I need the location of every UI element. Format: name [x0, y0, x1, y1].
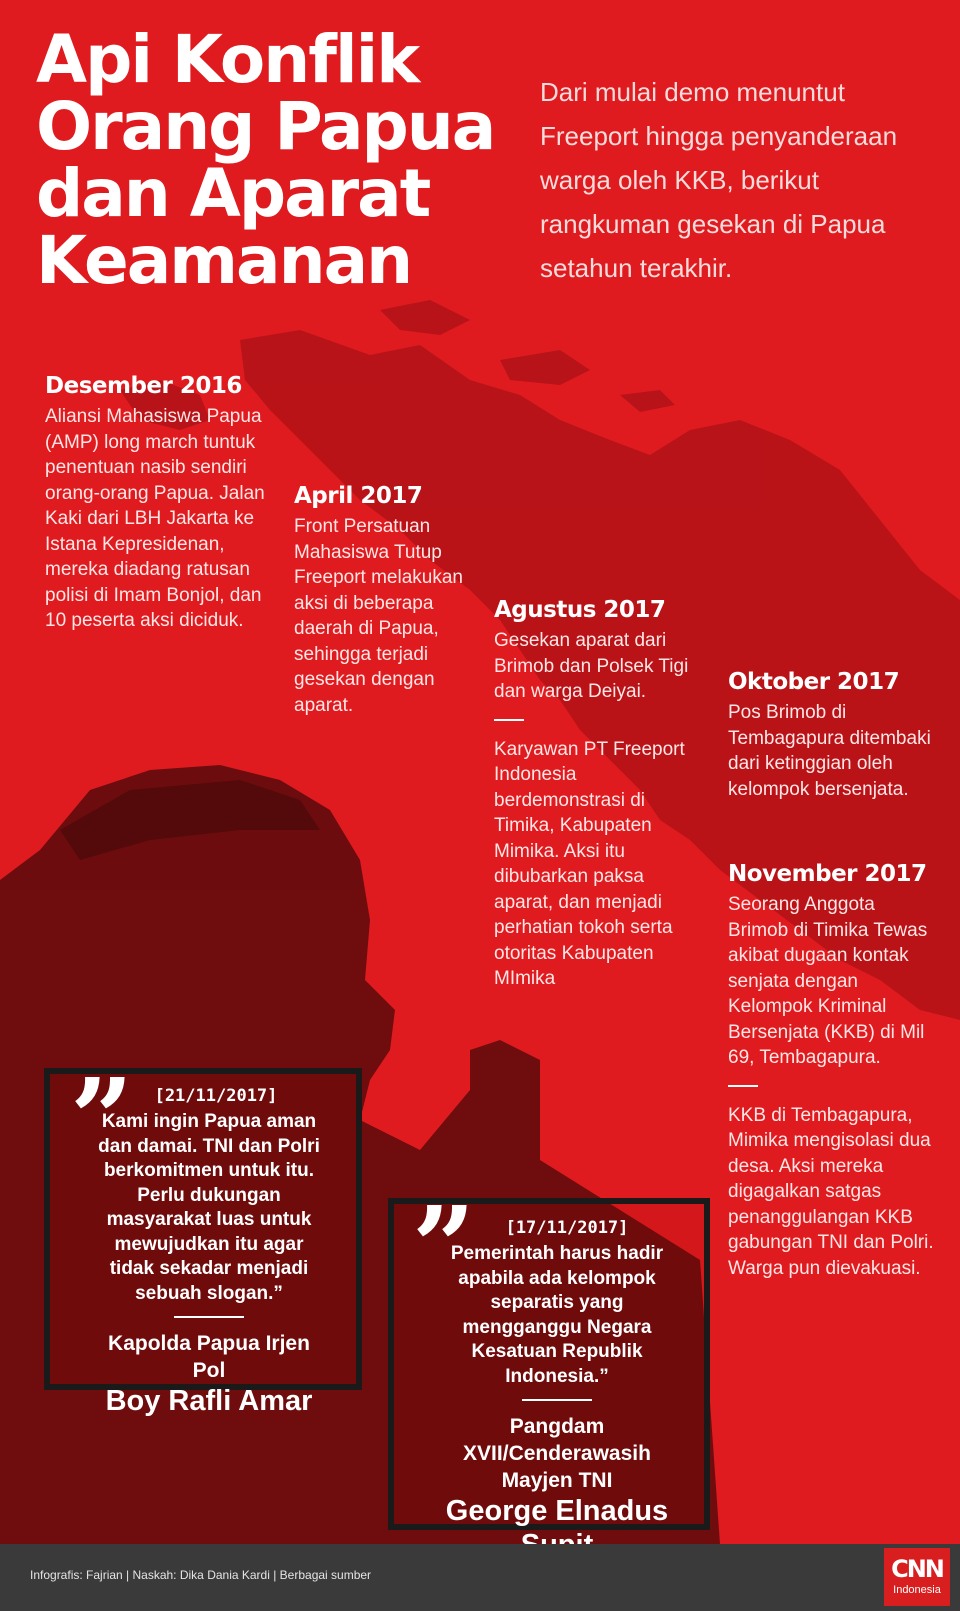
quote-role-2: Mayjen TNI — [501, 1469, 613, 1492]
quote-mark-icon: ” — [412, 1182, 476, 1311]
quote-date: [21/11/2017] — [154, 1086, 278, 1106]
logo-subtext: Indonesia — [893, 1584, 941, 1596]
event-agustus-2017 — [494, 596, 704, 992]
event-text: Pos Brimob di Tembagapura ditembaki dari ketinggian oleh kelompok bersenjata. — [728, 702, 931, 800]
event-text: Aliansi Mahasiswa Papua (AMP) long march tuntuk penentuan nasib sendiri orang-orang Papua. Jalan Kaki dari LBH Jakarta ke Istana Kepresidenan, mereka diadang ratusan polisi di Imam Bonjol, dan 10 peserta aksi diciduk. — [45, 406, 265, 631]
logo-text: CNN — [891, 1555, 943, 1583]
quote-mark-icon: ” — [70, 1054, 134, 1183]
event-text-2: Karyawan PT Freeport Indonesia berdemonstrasi di Timika, Kabupaten Mimika. Aksi itu dibubarkan paksa aparat, dan menjadi perhatian tokoh serta otoritas Kabupaten MImika — [494, 738, 685, 989]
page-title: Api Konflik Orang Papua dan Aparat Keamanan — [36, 21, 495, 299]
event-november-2017 — [728, 860, 940, 1281]
quote-role: Pangdam XVII/Cenderawasih — [463, 1415, 651, 1465]
intro-text: Dari mulai demo menuntut Freeport hingga penyanderaan warga oleh KKB, berikut rangkuman gesekan di Papua setahun terakhir. — [540, 77, 898, 283]
quote-card-pangdam — [388, 1182, 710, 1530]
event-date: Oktober 2017 — [728, 669, 900, 695]
quote-date: [17/11/2017] — [505, 1218, 629, 1238]
quote-role: Kapolda Papua Irjen Pol — [108, 1332, 310, 1382]
event-april-2017 — [294, 482, 474, 718]
event-date: April 2017 — [294, 483, 423, 509]
quote-name: Boy Rafli Amar — [105, 1385, 313, 1417]
footer — [0, 1544, 960, 1611]
quote-name: George Elnadus — [445, 1495, 669, 1527]
event-text: Seorang Anggota Brimob di Timika Tewas akibat dugaan kontak senjata dengan Kelompok Kriminal Bersenjata (KKB) di Mil 69, Tembagapura. — [728, 894, 928, 1068]
event-text-2: KKB di Tembagapura, Mimika mengisolasi dua desa. Aksi mereka digagalkan satgas penanggulangan KKB gabungan TNI dan Polri. Warga pun dievakuasi. — [728, 1104, 934, 1279]
event-date: Desember 2016 — [45, 373, 242, 399]
cnn-indonesia-logo — [884, 1548, 950, 1606]
quote-text: Pemerintah harus hadir apabila ada kelompok separatis yang mengganggu Negara Kesatuan Republik Indonesia.” — [450, 1243, 664, 1387]
divider — [494, 719, 524, 721]
divider — [728, 1085, 758, 1087]
quote-card-kapolda — [44, 1054, 362, 1417]
credits: Infografis: Fajrian | Naskah: Dika Dania Kardi | Berbagai sumber — [30, 1568, 372, 1582]
event-date: Agustus 2017 — [494, 597, 666, 623]
quote-divider — [522, 1399, 592, 1401]
quote-divider — [174, 1316, 244, 1318]
event-text: Front Persatuan Mahasiswa Tutup Freeport melakukan aksi di beberapa daerah di Papua, sehingga terjadi gesekan dengan aparat. — [294, 516, 463, 716]
event-desember-2016 — [45, 372, 270, 634]
quote-text: Kami ingin Papua aman dan damai. TNI dan Polri berkomitmen untuk itu. Perlu dukungan masyarakat luas untuk mewujudkan itu agar tidak sekadar menjadi sebuah slogan.” — [98, 1111, 320, 1304]
event-date: November 2017 — [728, 861, 927, 887]
event-text: Gesekan aparat dari Brimob dan Polsek Tigi dan warga Deiyai. — [494, 630, 689, 702]
event-oktober-2017 — [728, 668, 940, 802]
